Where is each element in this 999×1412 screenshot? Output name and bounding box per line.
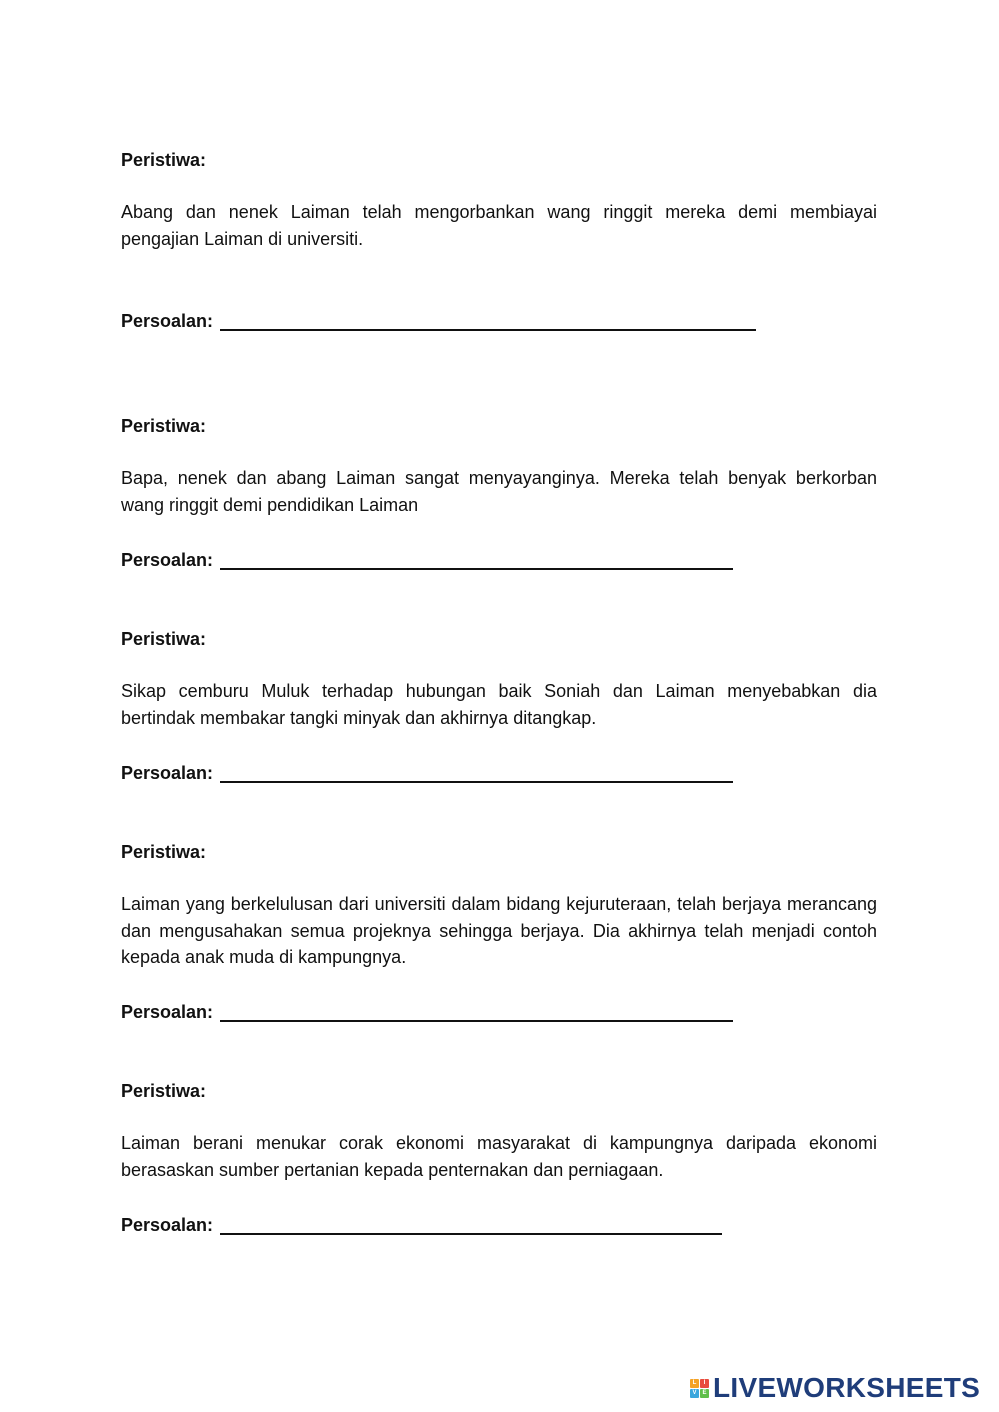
persoalan-label-5: Persoalan:	[121, 1215, 214, 1235]
persoalan-label-4: Persoalan:	[121, 1002, 214, 1022]
persoalan-row-2	[121, 547, 733, 571]
persoalan-answer-input-1[interactable]	[220, 311, 756, 331]
peristiwa-label-2: Peristiwa:	[121, 416, 207, 436]
liveworksheets-logo-icon	[690, 1379, 709, 1398]
peristiwa-text-1: Abang dan nenek Laiman telah mengorbankan wang ringgit mereka demi membiayai pengajian Laiman di universiti.	[121, 202, 877, 249]
peristiwa-text-5: Laiman berani menukar corak ekonomi masyarakat di kampungnya daripada ekonomi berasaskan sumber pertanian kepada penternakan dan perniagaan.	[121, 1133, 877, 1180]
persoalan-row-4	[121, 999, 733, 1023]
persoalan-answer-input-4[interactable]	[220, 1002, 733, 1022]
peristiwa-label-1: Peristiwa:	[121, 150, 207, 170]
persoalan-label-1: Persoalan:	[121, 311, 214, 331]
logo-mark-tile-l: L	[690, 1379, 699, 1388]
persoalan-answer-input-2[interactable]	[220, 550, 733, 570]
persoalan-row-3	[121, 760, 733, 784]
persoalan-label-2: Persoalan:	[121, 550, 214, 570]
persoalan-answer-input-3[interactable]	[220, 763, 733, 783]
peristiwa-label-3: Peristiwa:	[121, 629, 207, 649]
peristiwa-label-4: Peristiwa:	[121, 842, 207, 862]
peristiwa-text-3: Sikap cemburu Muluk terhadap hubungan baik Soniah dan Laiman menyebabkan dia bertindak membakar tangki minyak dan akhirnya ditangkap.	[121, 681, 877, 728]
liveworksheets-logo-text: LIVEWORKSHEETS	[713, 1372, 981, 1403]
peristiwa-text-2: Bapa, nenek dan abang Laiman sangat menyayanginya. Mereka telah benyak berkorban wang ringgit demi pendidikan Laiman	[121, 468, 877, 515]
persoalan-label-3: Persoalan:	[121, 763, 214, 783]
logo-mark-tile-v: V	[690, 1389, 699, 1398]
logo-mark-tile-i: I	[700, 1379, 709, 1388]
persoalan-row-1	[121, 308, 756, 332]
logo-mark-tile-e: E	[700, 1389, 709, 1398]
liveworksheets-logo	[690, 1372, 980, 1404]
persoalan-answer-input-5[interactable]	[220, 1215, 722, 1235]
peristiwa-label-5: Peristiwa:	[121, 1081, 207, 1101]
persoalan-row-5	[121, 1212, 722, 1236]
peristiwa-text-4: Laiman yang berkelulusan dari universiti dalam bidang kejuruteraan, telah berjaya merancang dan mengusahakan semua projeknya sehingga berjaya. Dia akhirnya telah menjadi contoh kepada anak muda di kampungnya.	[121, 894, 877, 967]
